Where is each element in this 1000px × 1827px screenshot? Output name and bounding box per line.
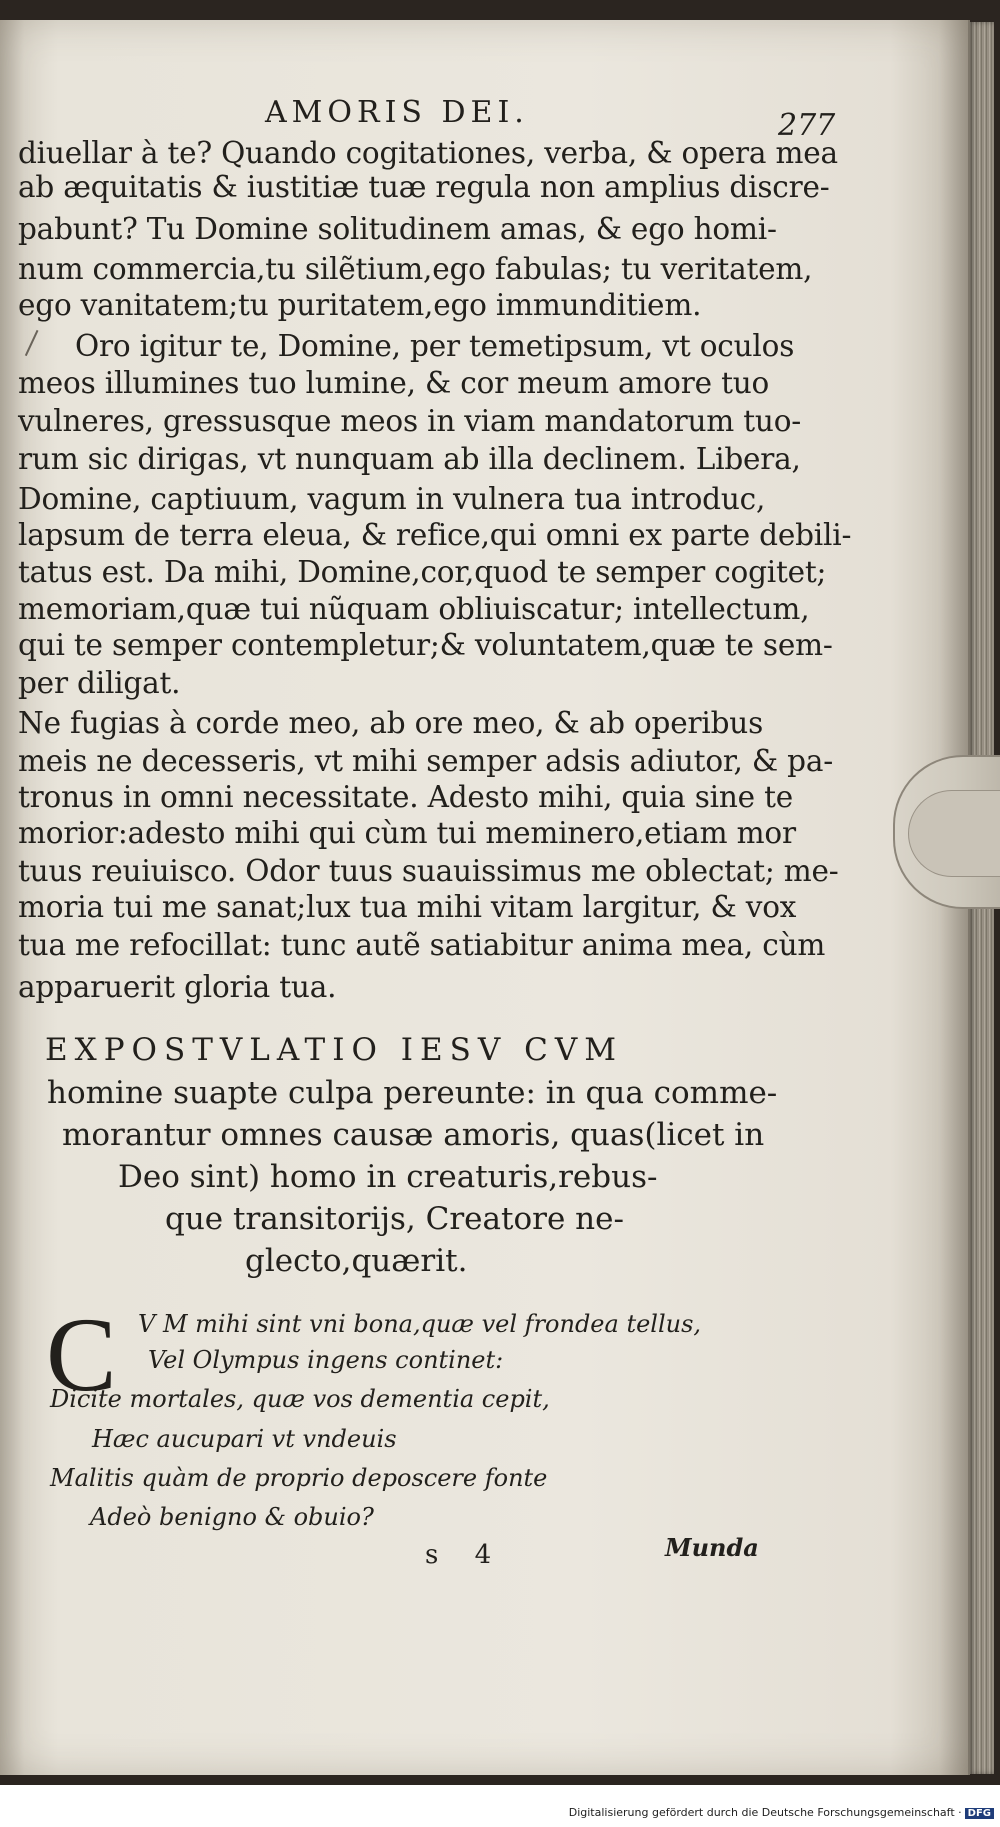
body-line: ego vanitatem;tu puritatem,ego immunditiem. (18, 288, 702, 322)
verse-line: Dicite mortales, quæ vos dementia cepit, (50, 1385, 550, 1413)
body-line: rum sic dirigas, vt nunquam ab illa declinem. Libera, (18, 442, 801, 476)
verse-line: Adeò benigno & obuio? (90, 1503, 374, 1531)
verse-line: Malitis quàm de proprio deposcere fonte (50, 1464, 548, 1492)
body-line: meis ne decesseris, vt mihi semper adsis adiutor, & pa- (18, 744, 833, 778)
body-line: morior:adesto mihi qui cùm tui meminero,etiam mor (18, 816, 796, 850)
body-line: Oro igitur te, Domine, per temetipsum, vt oculos (75, 329, 795, 363)
body-line: tua me refocillat: tunc autẽ satiabitur anima mea, cùm (18, 928, 826, 962)
verse-line: V M mihi sint vni bona,quæ vel frondea tellus, (138, 1310, 702, 1338)
body-line: tuus reuiuisco. Odor tuus suauissimus me oblectat; me- (18, 854, 839, 888)
body-line: tatus est. Da mihi, Domine,cor,quod te semper cogitet; (18, 555, 827, 589)
catchword: Munda (665, 1533, 759, 1562)
body-line: Ne fugias à corde meo, ab ore meo, & ab operibus (18, 706, 764, 740)
body-line: vulneres, gressusque meos in viam mandatorum tuo- (18, 404, 802, 438)
body-line: per diligat. (18, 666, 181, 700)
body-line: memoriam,quæ tui nũquam obliuiscatur; intellectum, (18, 592, 810, 626)
heading-line: que transitorijs, Creatore ne- (165, 1201, 624, 1237)
dfg-logo: DFG (965, 1808, 994, 1819)
verse-line: Hæc aucupari vt vndeuis (92, 1425, 397, 1453)
heading-line: homine suapte culpa pereunte: in qua comme- (47, 1075, 778, 1111)
body-line: apparuerit gloria tua. (18, 970, 337, 1004)
drop-capital: C (46, 1296, 117, 1413)
body-line: pabunt? Tu Domine solitudinem amas, & ego homi- (18, 212, 777, 246)
body-line: num commercia,tu silẽtium,ego fabulas; tu veritatem, (18, 252, 813, 286)
body-line: Domine, captiuum, vagum in vulnera tua introduc, (18, 482, 766, 516)
digitization-footer (569, 1806, 994, 1819)
signature-mark: s 4 (425, 1540, 506, 1570)
running-head: AMORIS DEI. (265, 95, 529, 130)
page-number: 277 (778, 108, 836, 143)
clasp-tab-inner (908, 790, 1000, 877)
body-line: moria tui me sanat;lux tua mihi vitam largitur, & vox (18, 890, 797, 924)
heading-line: Deo sint) homo in creaturis,rebus- (118, 1159, 658, 1195)
heading-line: glecto,quærit. (245, 1243, 468, 1279)
body-line: lapsum de terra eleua, & refice,qui omni ex parte debili- (18, 518, 852, 552)
body-line: qui te semper contempletur;& voluntatem,quæ te sem- (18, 628, 833, 662)
body-line: diuellar à te? Quando cogitationes, verba, & opera mea (18, 136, 838, 170)
body-line: meos illumines tuo lumine, & cor meum amore tuo (18, 366, 770, 400)
footer-text: Digitalisierung gefördert durch die Deutsche Forschungsgemeinschaft · (568, 1806, 962, 1819)
section-heading: EXPOSTVLATIO IESV CVM (45, 1032, 623, 1068)
heading-line: morantur omnes causæ amoris, quas(licet in (62, 1117, 765, 1153)
body-line: ab æquitatis & iustitiæ tuæ regula non amplius discre- (18, 170, 830, 204)
verse-line: Vel Olympus ingens continet: (148, 1346, 504, 1374)
body-line: tronus in omni necessitate. Adesto mihi, quia sine te (18, 780, 794, 814)
